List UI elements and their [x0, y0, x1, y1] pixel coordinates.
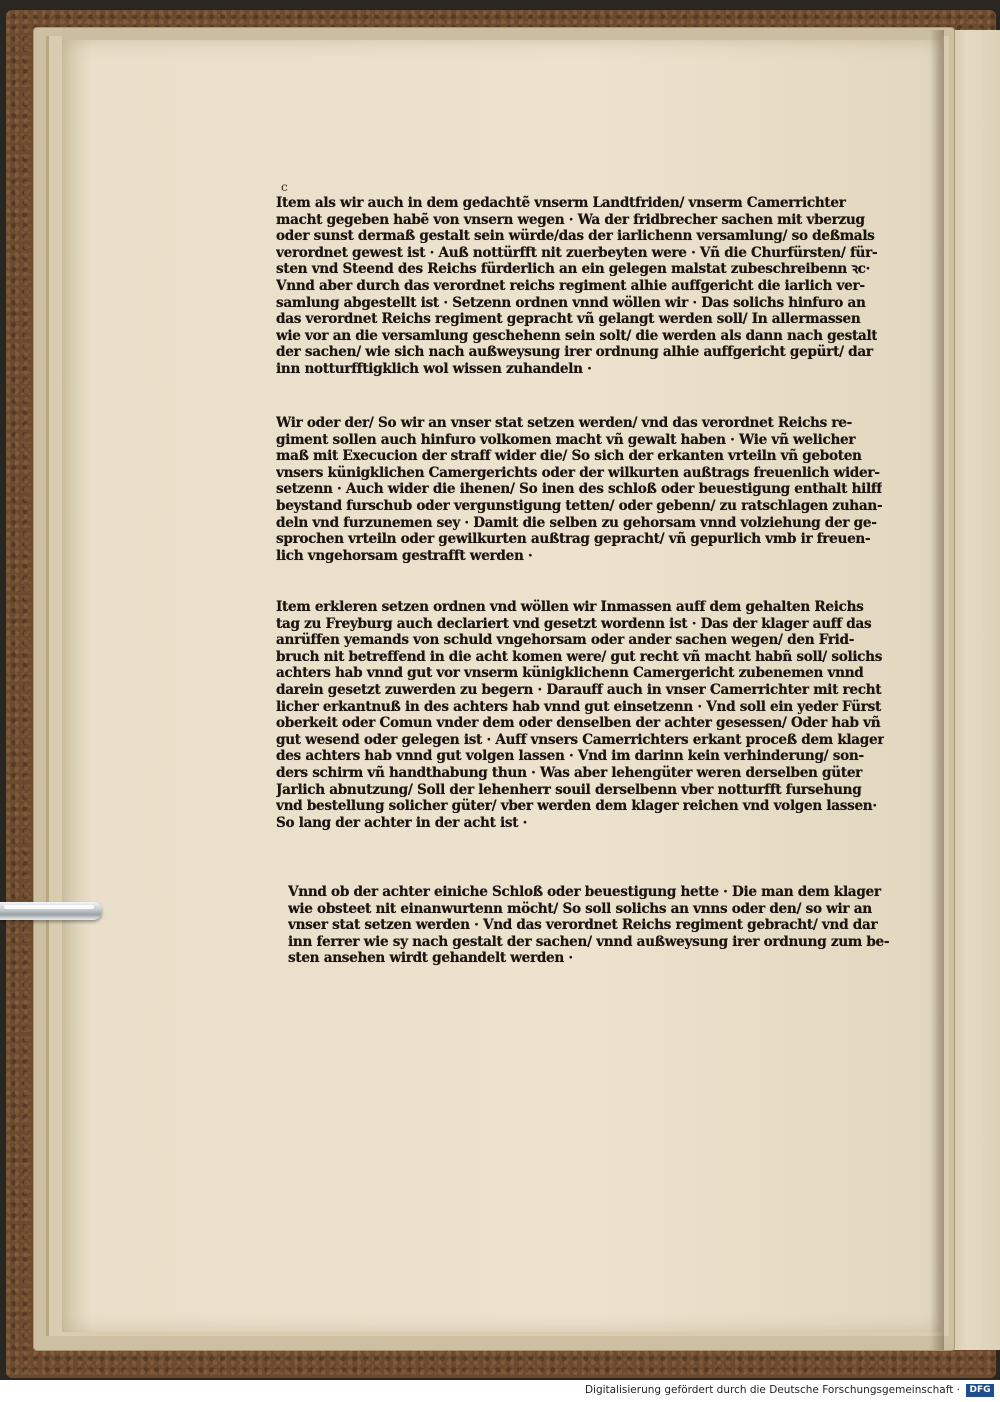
text-line: sprochen vrteiln oder gewilkurten außtrag gepracht/ vñ gepurlich vmb ir freuen- [276, 531, 871, 548]
text-line: beystand furschub oder vergunstigung tetten/ oder gebenn/ zu ratschlagen zuhan- [276, 497, 883, 514]
text-line: wie obsteet nit einanwurtenn möcht/ So soll solichs an vnns oder den/ so wir an [288, 900, 872, 917]
text-line: verordnet gewest ist · Auß nottürfft nit zuerbeyten were · Vñ die Churfürsten/ für- [276, 244, 878, 261]
text-line: vnser stat setzen werden · Vnd das verordnet Reichs regiment gebracht/ vnd dar [288, 917, 878, 934]
text-line: oder sunst dermaß gestalt sein würde/das der iarlichenn versamlung/ so deßmals [276, 228, 875, 245]
paragraph-3 [276, 599, 884, 831]
text-line: deln vnd furzunemen sey · Damit die selben zu gehorsam vnnd volziehung der ge- [276, 514, 877, 531]
paragraph-4 [288, 884, 889, 967]
dfg-logo-icon: DFG [966, 1384, 994, 1397]
text-line: licher erkantnuß in des achters hab vnnd gut einsetzenn · Vnd soll ein yeder Fürst [276, 698, 881, 715]
text-line: samlung abgestellt ist · Setzenn ordnen vnnd wöllen wir · Das solichs hinfuro an [276, 294, 866, 311]
text-line: vnsers künigklichen Camergerichts oder der wilkurten außtrags freuenlich wider- [276, 464, 880, 481]
text-line: wie vor an die versamlung geschehenn sein solt/ die werden als dann nach gestalt [276, 327, 878, 344]
text-line: inn notturfftigklich wol wissen zuhandeln · [276, 360, 592, 377]
text-line: Vnnd ob der achter einiche Schloß oder beuestigung hette · Die man dem klager [288, 884, 881, 900]
text-line: oberkeit oder Comun vnder dem oder denselben der achter gesessen/ Oder hab vñ [276, 715, 881, 732]
paragraph-1 [276, 195, 877, 378]
text-line: achters hab vnnd gut vor vnserm künigklichenn Camergericht zubenemen vnnd [276, 665, 864, 682]
text-line: des achters hab vnnd gut volgen lassen · Vnd im darinn kein verhinderung/ son- [276, 748, 864, 765]
text-line: das verordnet Reichs regiment gepracht vñ gelangt werden soll/ In allermassen [276, 311, 861, 328]
text-line: Vnnd aber durch das verordnet reichs regiment alhie auffgericht die iarlich ver- [276, 277, 865, 294]
text-line: ders schirm vñ handthabung thun · Was aber lehengüter weren derselben güter [276, 764, 863, 781]
text-line: inn ferrer wie sy nach gestalt der sachen/ vnnd außweysung irer ordnung zum be- [288, 933, 890, 950]
text-line: setzenn · Auch wider die ihenen/ So inen des schloß oder beuestigung enthalt hilff [276, 481, 882, 498]
text-line: So lang der achter in der acht ist · [276, 814, 528, 831]
text-line: macht gegeben habẽ von vnsern wegen · Wa der fridbrecher sachen mit vberzug [276, 211, 865, 228]
text-line: Wir oder der/ So wir an vnser stat setzen werden/ vnd das verordnet Reichs re- [276, 415, 852, 431]
text-line: Item erkleren setzen ordnen vnd wöllen wir Inmassen auff dem gehalten Reichs [276, 599, 864, 615]
text-line: sten vnd Steend des Reichs fürderlich an ein gelegen malstat zubeschreibenn ꝛc· [276, 261, 871, 278]
text-line: sten ansehen wirdt gehandelt werden · [288, 950, 573, 967]
text-line: Item als wir auch in dem gedachtẽ vnserm Landtfriden/ vnserm Camerrichter [276, 195, 846, 211]
text-line: maß mit Execucion der straff wider die/ So sich der erkanten vrteiln vñ geboten [276, 448, 862, 465]
paragraph-2 [276, 415, 882, 564]
footer-credit: Digitalisierung gefördert durch die Deutsche Forschungsgemeinschaft · [584, 1384, 960, 1396]
book-clip-highlight [4, 905, 94, 909]
text-line: giment sollen auch hinfuro volkomen macht vñ gewalt haben · Wie vñ welicher [276, 431, 856, 448]
text-line: vnd bestellung solicher güter/ vber werden dem klager reichen vnd volgen lassen· [276, 798, 877, 815]
text-line: der sachen/ wie sich nach außweysung irer ordnung alhie auffgericht gepürt/ dar [276, 344, 873, 361]
spine-shadow [930, 30, 944, 1350]
text-line: lich vngehorsam gestrafft werden · [276, 547, 533, 564]
text-line: anrüffen yemands von schuld vngehorsam oder ander sachen wegen/ den Frid- [276, 632, 855, 649]
text-line: tag zu Freyburg auch declariert vnd gesetzt wordenn ist · Das der klager auff das [276, 615, 872, 632]
page-mark: c [281, 180, 288, 194]
footer [0, 1380, 1000, 1402]
text-line: darein gesetzt zuwerden zu begern · Darauff auch in vnser Camerrichter mit recht [276, 681, 882, 698]
text-line: bruch nit betreffend in die acht komen were/ gut recht vñ macht habñ soll/ solichs [276, 648, 883, 665]
text-line: gut wesend oder gelegen ist · Auff vnsers Camerrichters erkant proceß dem klager [276, 731, 885, 748]
text-line: Jarlich abnutzung/ Soll der lehenherr souil derselbenn vber notturfft fursehung [276, 781, 862, 798]
